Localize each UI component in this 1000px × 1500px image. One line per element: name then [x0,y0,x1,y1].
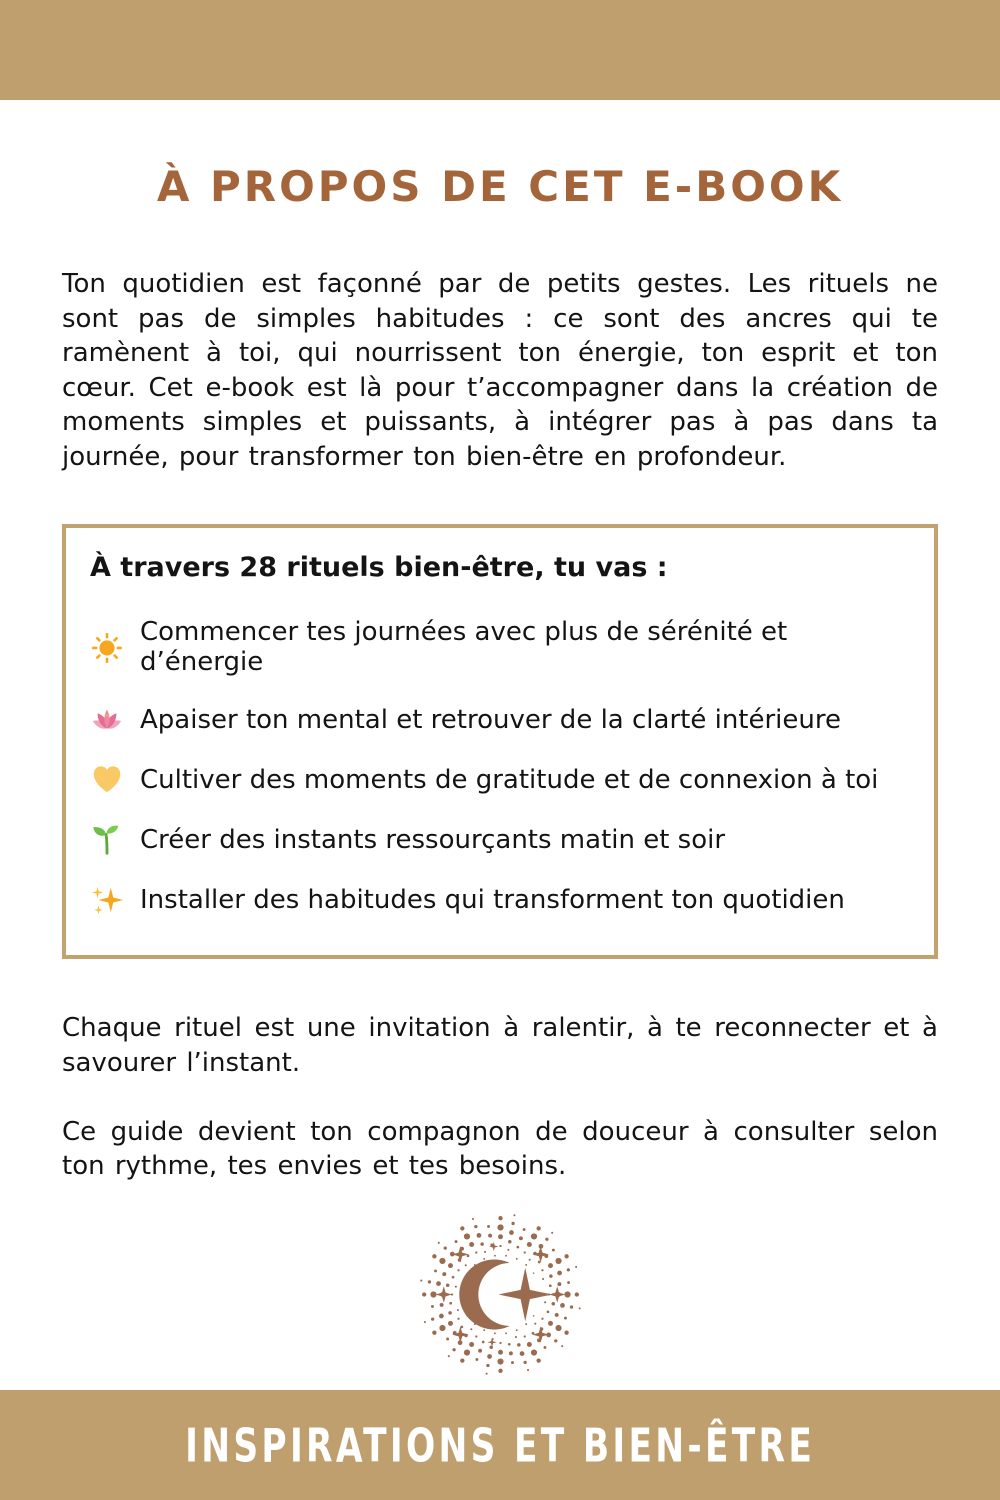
list-item [90,763,910,797]
ritual-text: Installer des habitudes qui transforment ton quotidien [140,885,845,916]
list-item [90,823,910,857]
ritual-text: Cultiver des moments de gratitude et de connexion à toi [140,765,879,796]
ritual-text: Créer des instants ressourçants matin et soir [140,825,726,856]
sparkles-icon [90,883,124,917]
list-item [90,703,910,737]
page-content [0,100,1000,1377]
outro-paragraph-2: Ce guide devient ton compagnon de douceur à consulter selon ton rythme, tes envies et tes besoins. [62,1116,938,1182]
top-band [0,0,1000,100]
footer-brand: INSPIRATIONS ET BIEN-ÊTRE [185,1418,815,1472]
intro-paragraph: Ton quotidien est façonné par de petits gestes. Les rituels ne sont pas de simples habitudes : ce sont des ancres qui te ramènent à toi, qui nourrissent ton énergie, ton esprit et ton cœur. Cet e-book est là pour t’accompagner dans la création de moments simples et puissants, à intégrer pas à pas dans ta journée, pour transformer ton bien-être en profondeur. [62,269,938,472]
rituals-list [90,617,910,917]
outro-paragraph-1: Chaque rituel est une invitation à ralentir, à te reconnecter et à savourer l’instant. [62,1013,938,1079]
ritual-text: Commencer tes journées avec plus de sérénité et d’énergie [140,617,788,678]
list-item [90,883,910,917]
ritual-text: Apaiser ton mental et retrouver de la clarté intérieure [140,705,841,736]
list-item [90,617,910,677]
heart-icon [90,763,124,797]
seedling-icon [90,823,124,857]
moon-logo [62,1212,938,1377]
rituals-box [62,524,938,959]
sun-icon [90,630,124,664]
page-title: À PROPOS DE CET E-BOOK [156,162,844,211]
bottom-band [0,1390,1000,1500]
rituals-box-heading: À travers 28 rituels bien-être, tu vas : [90,552,668,584]
lotus-icon [90,703,124,737]
